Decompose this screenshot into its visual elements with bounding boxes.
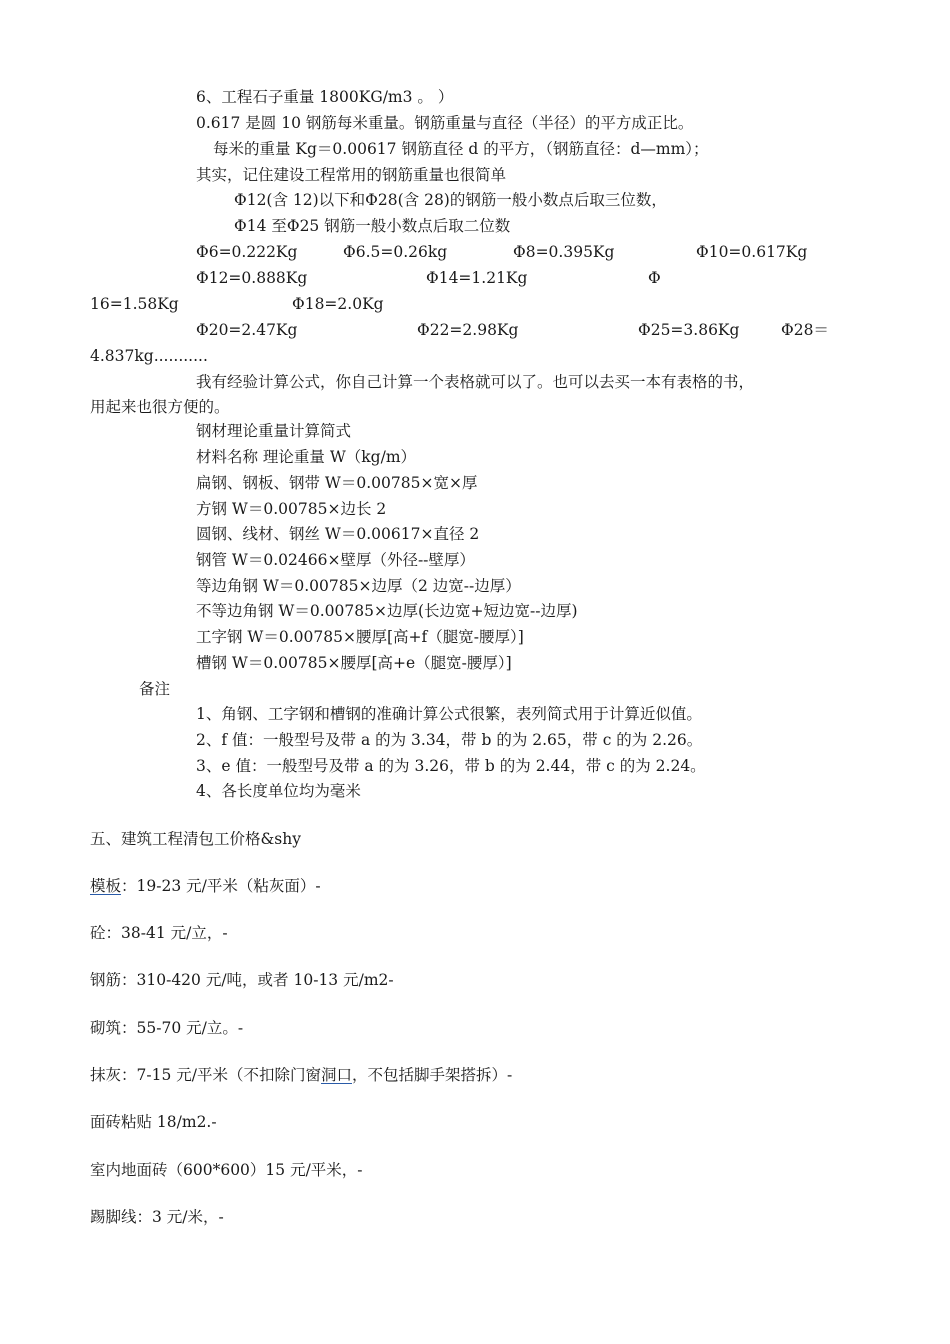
price-text: ：19-23 元/平米（粘灰面）- [121,877,321,895]
price-item [90,876,321,896]
paragraph-line: 用起来也很方便的。 [90,398,230,416]
text-line: 每米的重量 Kg＝0.00617 钢筋直径 d 的平方，（钢筋直径：d—mm）； [213,140,709,158]
formula-line: 不等边角钢 W＝0.00785×边厚(长边宽+短边宽--边厚) [196,602,578,620]
price-item: 室内地面砖（600*600）15 元/平米，- [90,1161,363,1179]
formula-line: 方钢 W＝0.00785×边长 2 [196,500,387,518]
rebar-weight: Φ6=0.222Kg [196,243,298,261]
rebar-weight: 4.837kg........... [90,347,208,365]
formula-line: 材料名称 理论重量 W（kg/m） [196,448,417,466]
link[interactable]: 模板 [90,877,122,895]
rebar-weight: Φ10=0.617Kg [696,243,808,261]
note-line: 2、f 值：一般型号及带 a 的为 3.34，带 b 的为 2.65，带 c 的为 2.26。 [196,731,703,749]
paragraph-line: 我有经验计算公式，你自己计算一个表格就可以了。也可以去买一本有表格的书， [196,373,755,391]
rebar-weight: Φ28＝ [781,321,829,339]
rebar-weight: Φ22=2.98Kg [417,321,519,339]
rebar-weight: Φ6.5=0.26kg [343,243,448,261]
rebar-weight: Φ8=0.395Kg [513,243,615,261]
text-line: Φ14 至Φ25 钢筋一般小数点后取二位数 [234,217,511,235]
price-item: 踢脚线：3 元/米，- [90,1208,224,1226]
note-line: 4、各长度单位均为毫米 [196,782,361,800]
rebar-weight: Φ12=0.888Kg [196,269,308,287]
formula-line: 圆钢、线材、钢丝 W＝0.00617×直径 2 [196,525,480,543]
text-line: 0.617 是圆 10 钢筋每米重量。钢筋重量与直径（半径）的平方成正比。 [196,114,694,132]
formula-line: 等边角钢 W＝0.00785×边厚（2 边宽--边厚） [196,577,521,595]
price-item: 砼：38-41 元/立，- [90,924,228,942]
rebar-weight: 16=1.58Kg [90,295,179,313]
rebar-weight: Φ20=2.47Kg [196,321,298,339]
price-item [90,1065,512,1085]
link[interactable]: 洞口 [320,1066,352,1084]
note-line: 1、角钢、工字钢和槽钢的准确计算公式很繁，表列简式用于计算近似值。 [196,705,702,723]
formula-title: 钢材理论重量计算简式 [196,422,352,440]
section-heading: 五、建筑工程清包工价格&shy [90,830,301,848]
price-text: 抹灰：7-15 元/平米（不扣除门窗 [90,1066,321,1084]
text-line: Φ12(含 12)以下和Φ28(含 28)的钢筋一般小数点后取三位数， [234,191,667,209]
rebar-weight: Φ25=3.86Kg [638,321,740,339]
price-item: 砌筑：55-70 元/立。- [90,1019,244,1037]
formula-line: 槽钢 W＝0.00785×腰厚[高+e（腿宽-腰厚）] [196,654,512,672]
formula-line: 工字钢 W＝0.00785×腰厚[高+f（腿宽-腰厚）] [196,628,524,646]
formula-line: 钢管 W＝0.02466×壁厚（外径--壁厚） [196,551,475,569]
rebar-weight: Φ18=2.0Kg [292,295,384,313]
price-item: 钢筋：310-420 元/吨，或者 10-13 元/m2- [90,971,394,989]
price-text: ，不包括脚手架搭拆）- [352,1066,513,1084]
rebar-weight: Φ [648,269,661,287]
note-line: 3、e 值：一般型号及带 a 的为 3.26，带 b 的为 2.44，带 c 的为 2.24。 [196,757,706,775]
note-heading: 备注 [139,680,171,698]
text-line: 6、工程石子重量 1800KG/m3 。 ） [196,88,454,106]
price-item: 面砖粘贴 18/m2.- [90,1113,217,1131]
formula-line: 扁钢、钢板、钢带 W＝0.00785×宽×厚 [196,474,478,492]
text-line: 其实，记住建设工程常用的钢筋重量也很简单 [196,166,507,184]
rebar-weight: Φ14=1.21Kg [426,269,528,287]
